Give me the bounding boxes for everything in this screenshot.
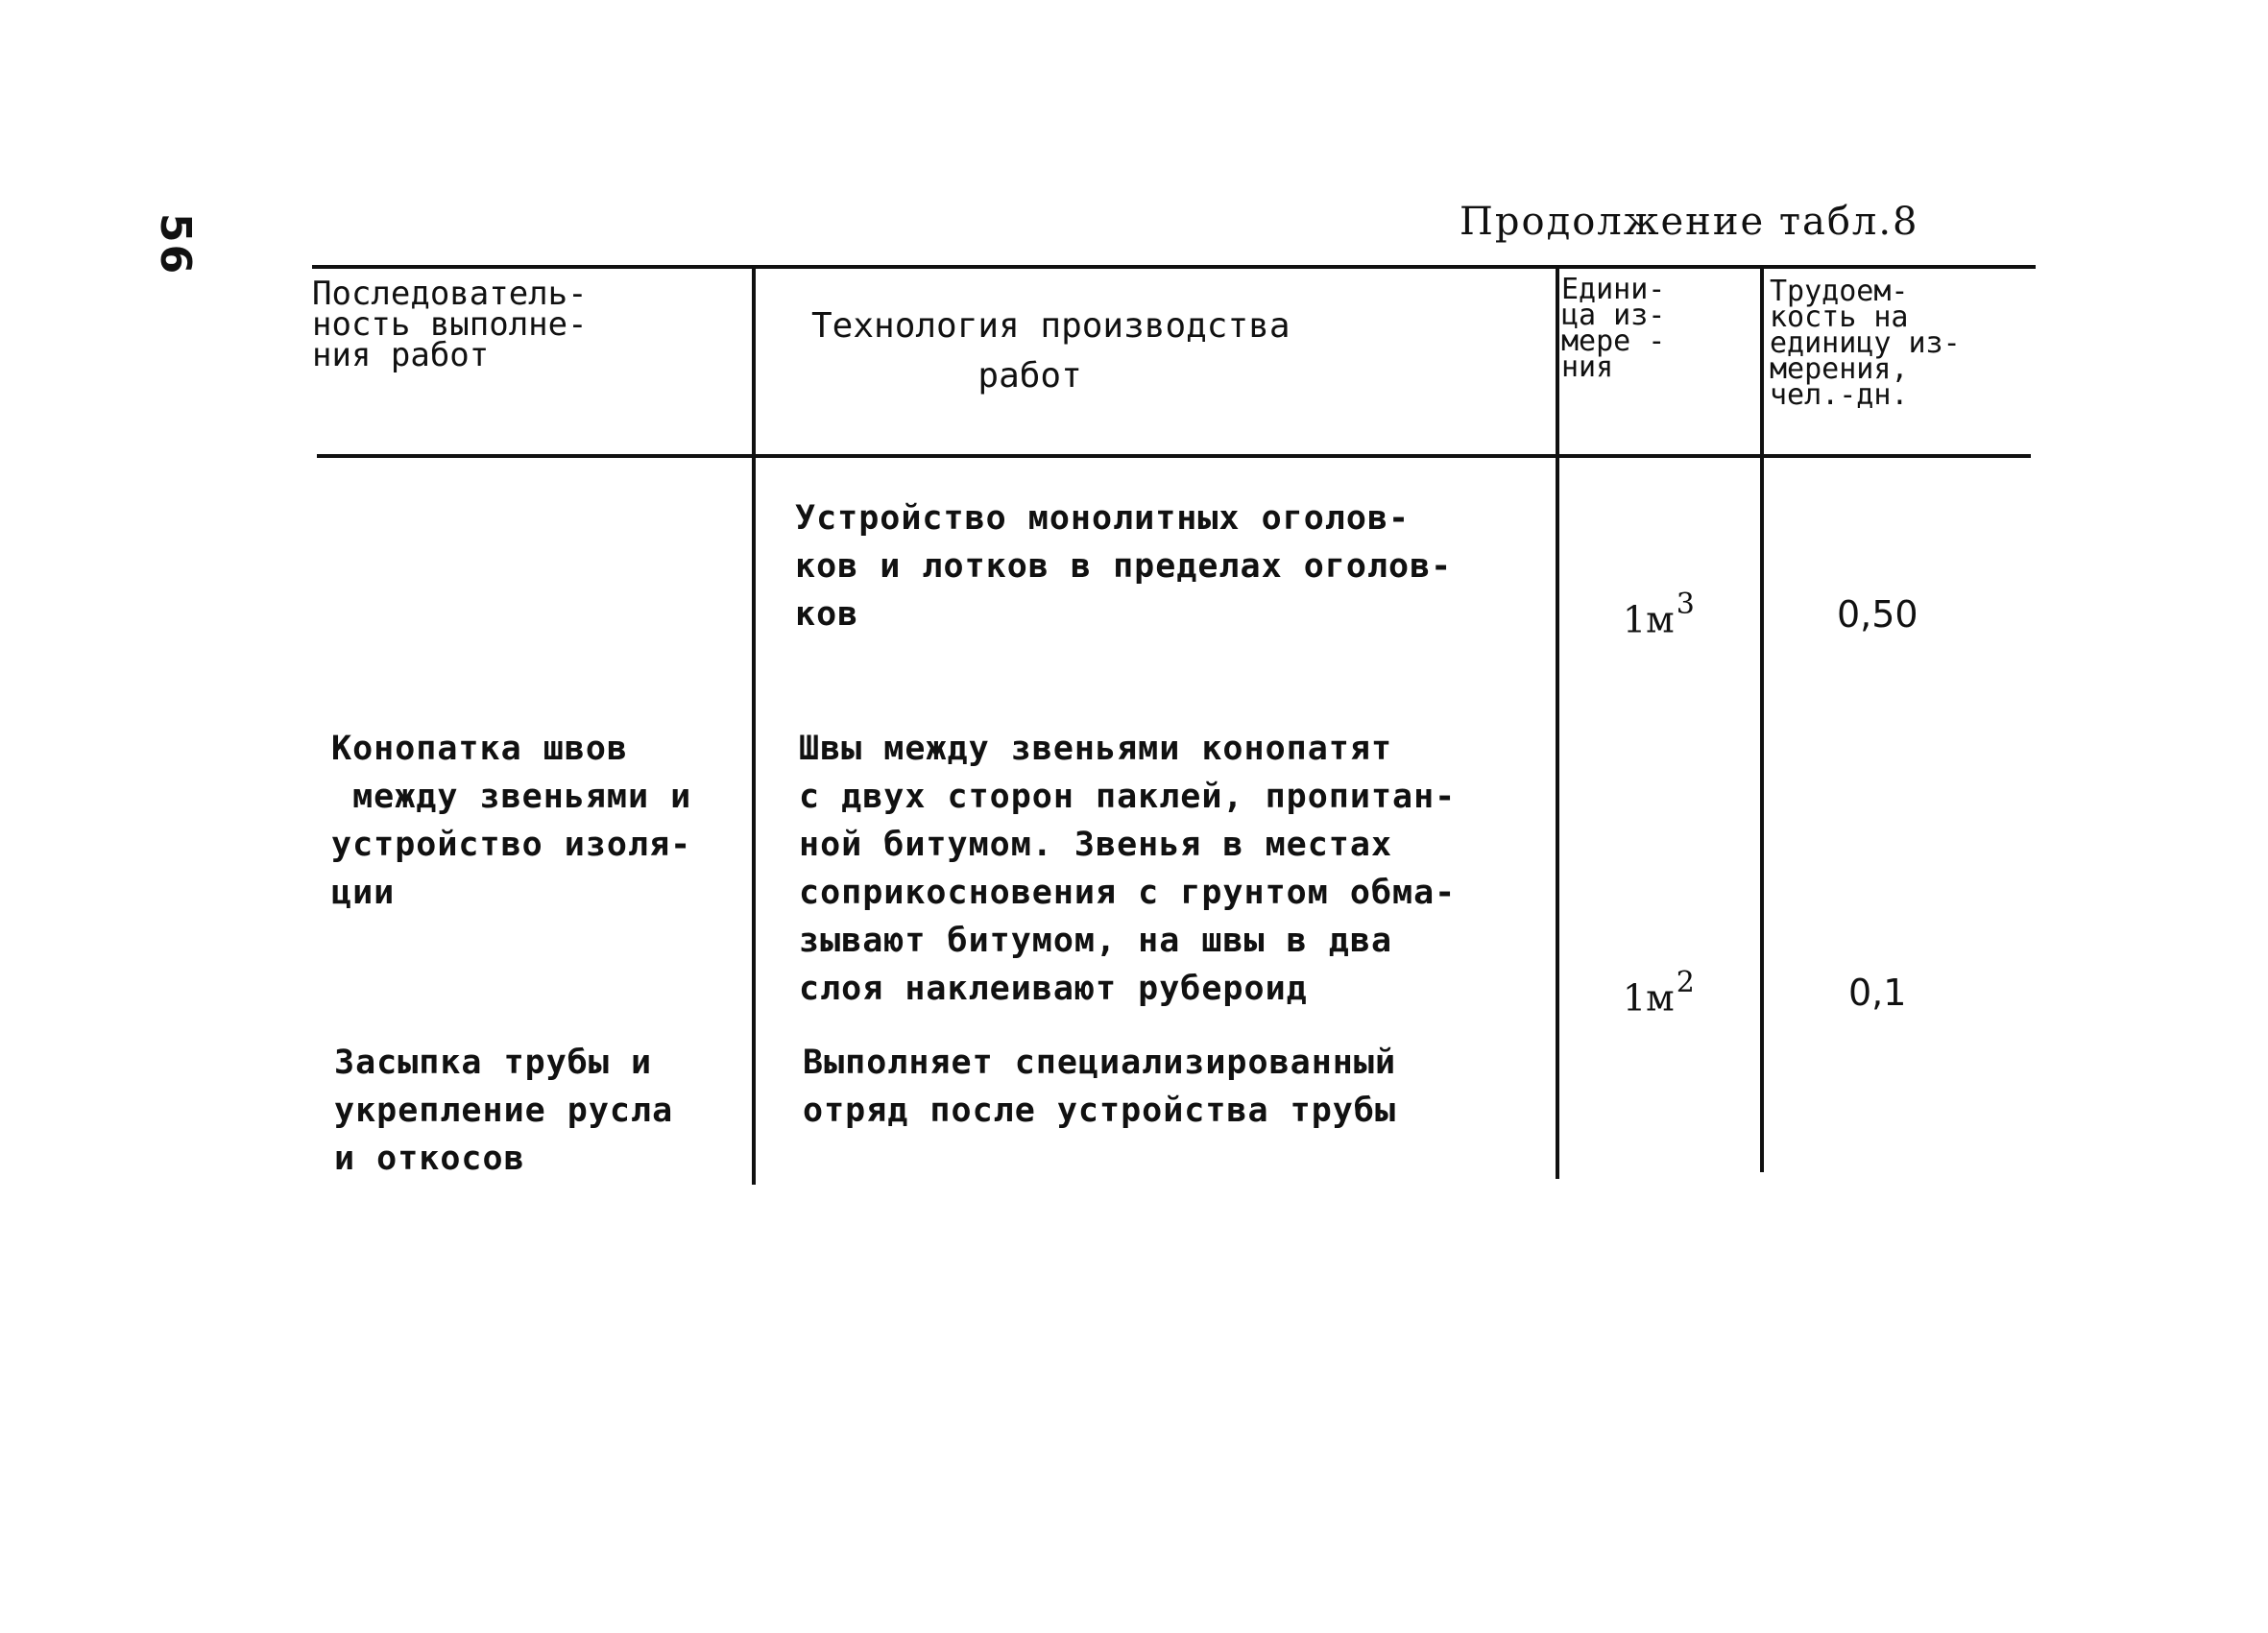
row-1-technology: Устройство монолитных оголов- ков и лотков в пределах оголов- ков <box>795 499 1453 634</box>
table-header-rule <box>317 454 2031 458</box>
column-divider-1 <box>752 265 756 1185</box>
header-unit: Едини- ца из- мере - ния <box>1561 273 1666 384</box>
row-1-unit <box>1623 588 1695 641</box>
row-3-technology: Выполняет специализированный отряд после устройства трубы <box>803 1044 1397 1130</box>
header-labor: Трудоем- кость на единицу из- мерения, чел.-дн. <box>1770 275 1961 412</box>
page-number: 56 <box>151 213 200 276</box>
row-2-technology: Швы между звеньями конопатят с двух сторон паклей, пропитан- ной битумом. Звенья в местах соприкосновения с грунтом обма- зывают битумом, на швы в два слоя наклеивают рубероид <box>799 730 1457 1008</box>
row-3-stage: Засыпка трубы и укрепление русла и откосов <box>334 1044 674 1178</box>
row-1-unit-text: 1м <box>1623 598 1675 641</box>
column-divider-3 <box>1760 265 1764 1172</box>
row-1-labor: 0,50 <box>1837 593 1918 636</box>
row-2-unit <box>1623 966 1695 1020</box>
row-2-unit-power: 2 <box>1676 966 1695 999</box>
header-sequence: Последователь- ность выполне- ния работ <box>312 275 588 374</box>
row-2-labor: 0,1 <box>1848 972 1907 1014</box>
header-technology: Технология производства работ <box>811 306 1291 396</box>
row-2-unit-text: 1м <box>1623 976 1675 1020</box>
column-divider-2 <box>1556 265 1559 1179</box>
row-1-unit-power: 3 <box>1676 588 1695 621</box>
row-2-stage: Конопатка швов между звеньями и устройство изоля- ции <box>331 730 692 912</box>
table-top-rule <box>312 265 2036 269</box>
table-caption: Продолжение табл.8 <box>1460 200 1919 244</box>
